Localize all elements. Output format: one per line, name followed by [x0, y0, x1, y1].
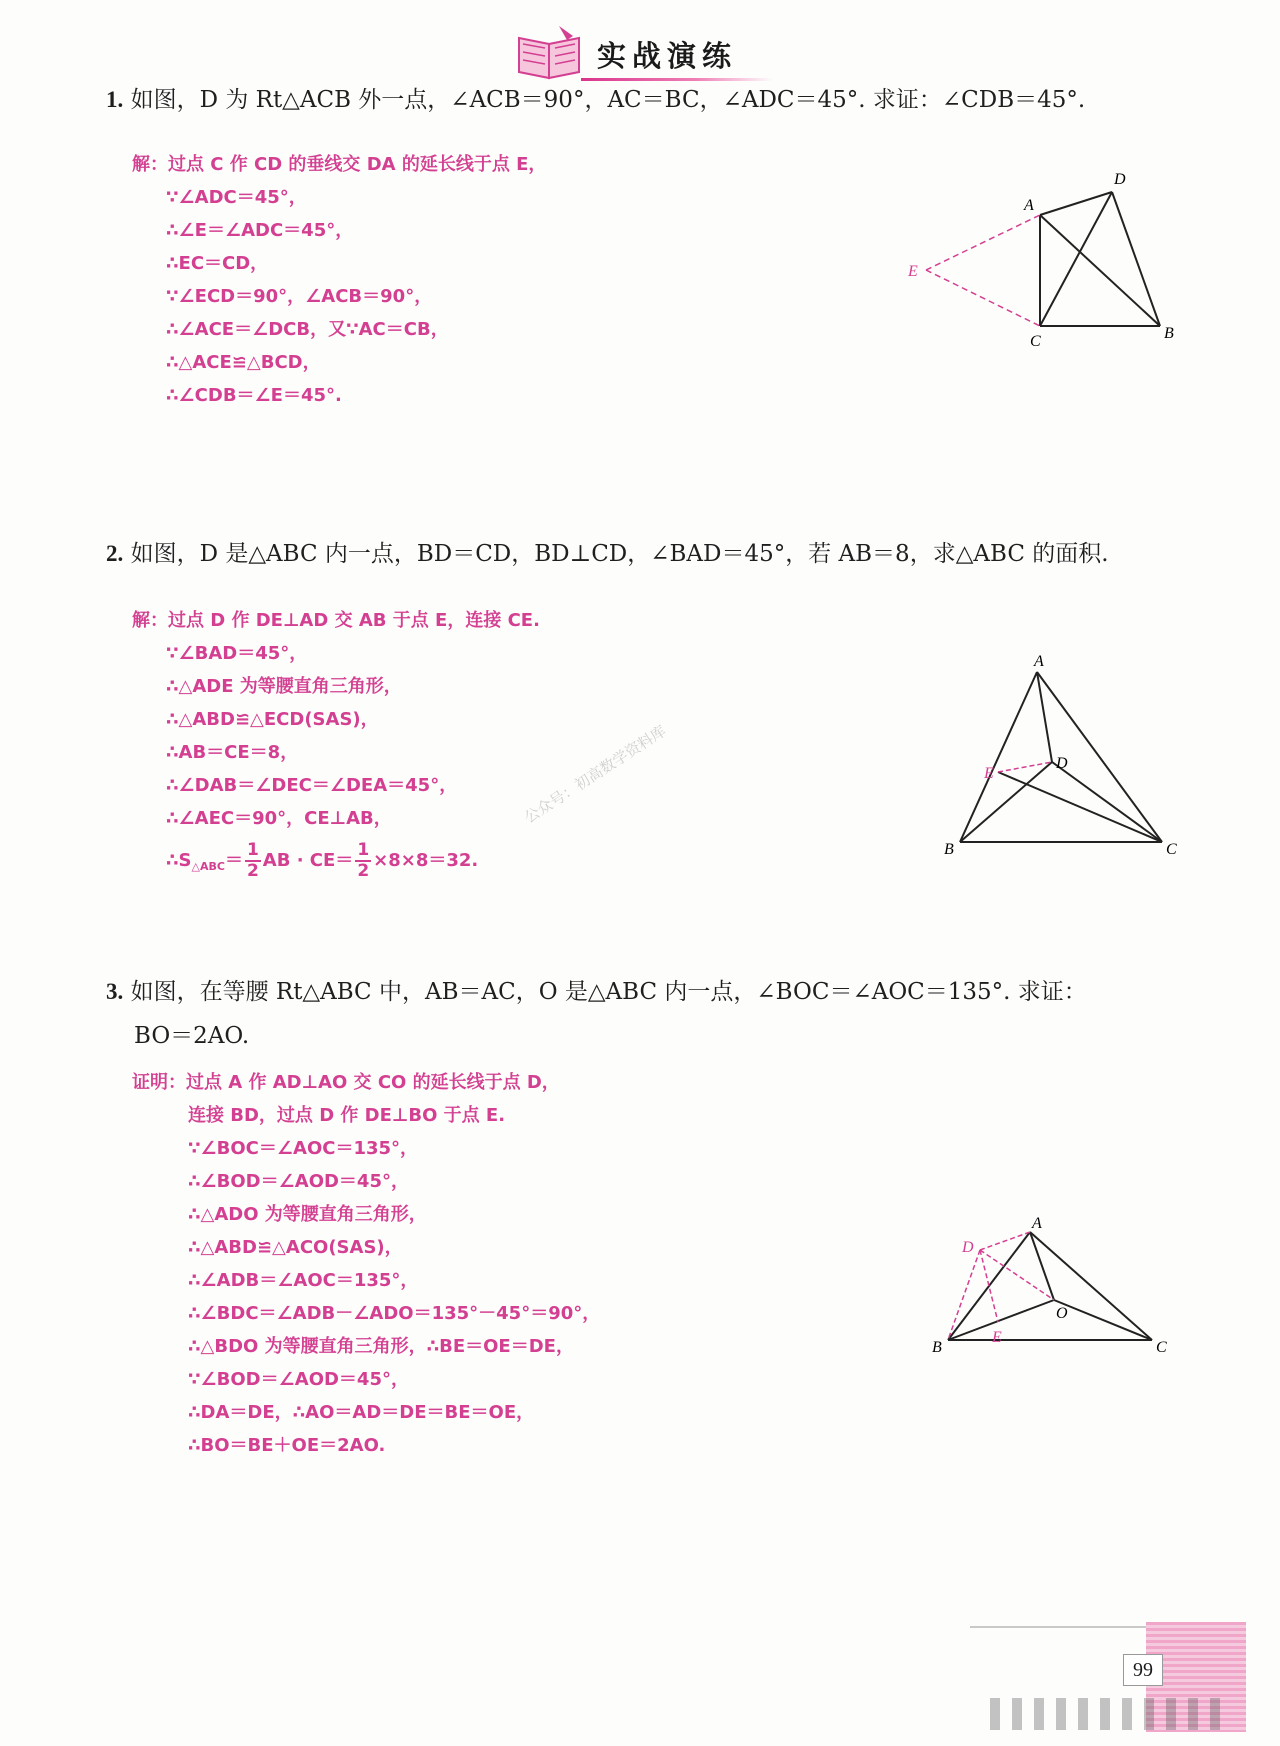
- solution-line: 解：过点 C 作 CD 的垂线交 DA 的延长线于点 E，: [132, 154, 547, 175]
- label-C: C: [1166, 841, 1177, 858]
- fraction-half: $\frac{1}{2}$: [246, 840, 259, 881]
- label-E: E: [908, 263, 918, 280]
- problem-1-solution: [132, 148, 546, 412]
- label-B: B: [932, 1339, 942, 1356]
- watermark-text: 公众号：初高数学资料库: [521, 721, 670, 827]
- label-B: B: [1164, 325, 1174, 342]
- label-B: B: [944, 841, 954, 858]
- solution-line: ∵∠BOD＝∠AOD＝45°，: [188, 1369, 409, 1390]
- footer-scan-marks: [990, 1698, 1230, 1730]
- fraction-half: $\frac{1}{2}$: [357, 840, 370, 881]
- solution-line: ∴EC＝CD，: [166, 253, 269, 274]
- problem-text: 如图，D 为 Rt△ACB 外一点，∠ACB＝90°，AC＝BC，∠ADC＝45°. 求证：∠CDB＝45°.: [130, 87, 1086, 113]
- problem-text: 如图，D 是△ABC 内一点，BD＝CD，BD⊥CD，∠BAD＝45°，若 AB＝8，求△ABC 的面积.: [130, 541, 1109, 567]
- solution-line: ∴△ADO 为等腰直角三角形，: [188, 1204, 427, 1225]
- solution-line: 解：过点 D 作 DE⊥AD 交 AB 于点 E，连接 CE.: [132, 610, 540, 631]
- solution-line: ∴∠AEC＝90°，CE⊥AB，: [166, 808, 392, 829]
- solution-line: ∴AB＝CE＝8，: [166, 742, 299, 763]
- page-number: 99: [1123, 1654, 1163, 1686]
- figure-2: [930, 650, 1210, 860]
- solution-line: ∴△ABD≌△ECD(SAS)，: [166, 709, 379, 730]
- figure-1: [870, 160, 1190, 360]
- label-A: A: [1024, 197, 1034, 214]
- solution-line: ∴∠BOD＝∠AOD＝45°，: [188, 1171, 409, 1192]
- label-D: D: [962, 1239, 974, 1256]
- problem-text: 如图，在等腰 Rt△ABC 中，AB＝AC，O 是△ABC 内一点，∠BOC＝∠AOC＝135°. 求证：: [130, 979, 1087, 1005]
- area-formula-line: $\therefore S_{\triangle ABC}=$ $\frac{1}{2}$ AB · CE＝ $\frac{1}{2}$ ×8×8＝32.: [166, 840, 479, 881]
- label-O: O: [1056, 1305, 1068, 1322]
- solution-line: ∴BO＝BE＋OE＝2AO.: [188, 1435, 386, 1456]
- problem-3-solution: [132, 1066, 600, 1462]
- page-footer: [970, 1620, 1270, 1740]
- label-A: A: [1032, 1215, 1042, 1232]
- label-D: D: [1056, 755, 1068, 772]
- section-title: 实战演练: [597, 39, 738, 73]
- solution-line: 证明：过点 A 作 AD⊥AO 交 CO 的延长线于点 D，: [132, 1072, 560, 1093]
- problem-2-statement: [106, 532, 1109, 576]
- problem-2-solution: [132, 604, 540, 883]
- open-book-icon: [515, 24, 585, 80]
- solution-line: ∵∠ADC＝45°，: [166, 187, 307, 208]
- solution-line: ∵∠BOC＝∠AOC＝135°，: [188, 1138, 419, 1159]
- problem-number: 1.: [106, 87, 124, 112]
- figure-3: [920, 1210, 1200, 1360]
- problem-3-statement: [106, 970, 1087, 1058]
- solution-line: ∴△ADE 为等腰直角三角形，: [166, 676, 402, 697]
- solution-line: ∴∠BDC＝∠ADB－∠ADO＝135°－45°＝90°，: [188, 1303, 601, 1324]
- solution-line: ∵∠BAD＝45°，: [166, 643, 308, 664]
- solution-line: ∴∠CDB＝∠E＝45°.: [166, 385, 342, 406]
- solution-line: ∴∠ACE＝∠DCB，又∵AC＝CB，: [166, 319, 449, 340]
- label-D: D: [1114, 171, 1126, 188]
- solution-line: ∵∠ECD＝90°，∠ACB＝90°，: [166, 286, 433, 307]
- solution-line: ∴△ACE≌△BCD，: [166, 352, 321, 373]
- problem-1-statement: [106, 78, 1085, 122]
- problem-text-line2: BO＝2AO.: [134, 1023, 250, 1049]
- solution-line: ∴∠E＝∠ADC＝45°，: [166, 220, 354, 241]
- label-E: E: [984, 765, 994, 782]
- solution-line: ∴∠DAB＝∠DEC＝∠DEA＝45°，: [166, 775, 458, 796]
- problem-number: 2.: [106, 541, 124, 566]
- solution-line: ∴∠ADB＝∠AOC＝135°，: [188, 1270, 419, 1291]
- section-header: [515, 22, 770, 84]
- label-C: C: [1156, 1339, 1167, 1356]
- label-C: C: [1030, 333, 1041, 350]
- solution-line: ∴△BDO 为等腰直角三角形，∴BE＝OE＝DE，: [188, 1336, 574, 1357]
- label-A: A: [1034, 653, 1044, 670]
- footer-rule: [970, 1626, 1150, 1628]
- problem-number: 3.: [106, 979, 124, 1004]
- solution-line: 连接 BD，过点 D 作 DE⊥BO 于点 E.: [188, 1105, 506, 1126]
- solution-line: ∴DA＝DE，∴AO＝AD＝DE＝BE＝OE，: [188, 1402, 535, 1423]
- label-E: E: [992, 1329, 1002, 1346]
- solution-line: ∴△ABD≌△ACO(SAS)，: [188, 1237, 403, 1258]
